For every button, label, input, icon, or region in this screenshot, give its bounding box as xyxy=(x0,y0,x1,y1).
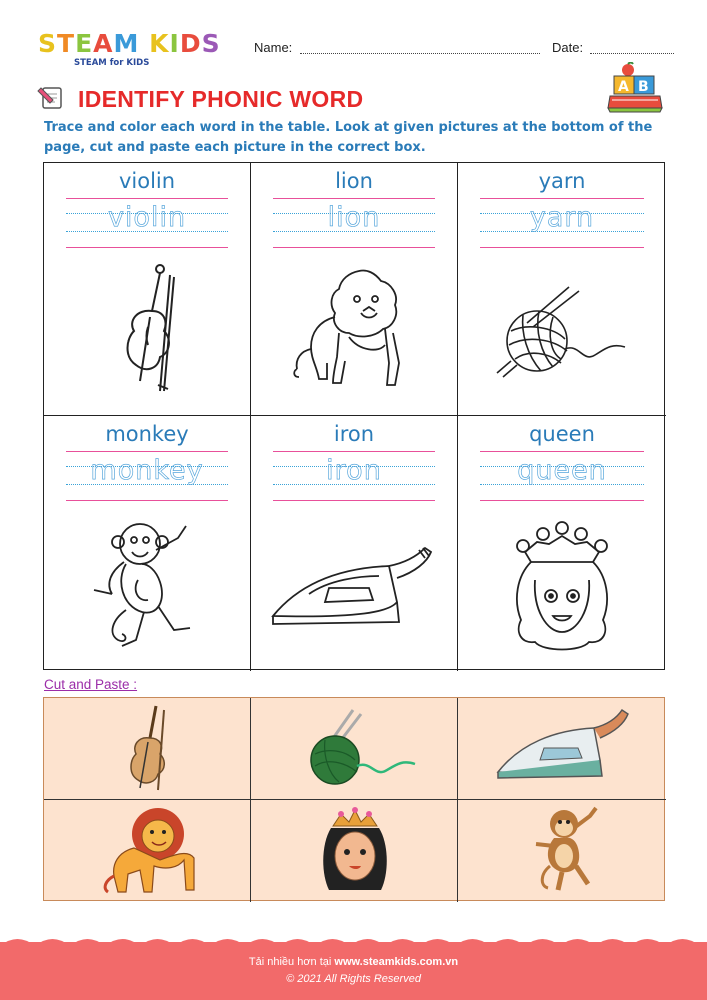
logo-letter: A xyxy=(93,29,114,58)
lion-icon xyxy=(289,267,419,397)
logo-letter: K xyxy=(149,29,170,58)
footer-wave xyxy=(0,932,707,946)
yarn-ball-icon xyxy=(487,283,637,383)
logo-letter: D xyxy=(179,29,202,58)
guide-line xyxy=(273,451,435,452)
footer-site-link[interactable]: www.steamkids.com.vn xyxy=(334,956,459,968)
word-cell-yarn xyxy=(458,163,666,416)
guide-line xyxy=(66,451,228,452)
guide-line xyxy=(480,247,644,248)
logo-letter: M xyxy=(113,29,140,58)
name-date-fields xyxy=(254,40,674,58)
abc-book-icon xyxy=(606,62,664,114)
footer xyxy=(0,942,707,1000)
logo-text xyxy=(38,30,221,58)
pencil-paper-icon xyxy=(37,84,65,112)
logo-letter: S xyxy=(38,29,58,58)
violin-icon xyxy=(120,702,176,796)
word-label: lion xyxy=(335,169,373,193)
iron-icon xyxy=(494,708,634,788)
word-label: iron xyxy=(333,422,375,446)
cutout-iron[interactable] xyxy=(458,698,666,800)
trace-word[interactable]: monkey xyxy=(90,455,204,486)
logo-letter xyxy=(139,29,149,58)
guide-line xyxy=(480,500,644,501)
cutout-queen[interactable] xyxy=(251,800,458,902)
logo-subtitle: STEAM for KIDS xyxy=(74,58,150,68)
cut-and-paste-label: Cut and Paste : xyxy=(44,677,138,692)
date-label: Date: xyxy=(552,40,584,55)
word-label: violin xyxy=(118,169,176,193)
name-label: Name: xyxy=(254,40,293,55)
iron-icon xyxy=(269,544,439,634)
word-cell-violin xyxy=(44,163,251,416)
guide-line xyxy=(66,198,228,199)
svg-text:A: A xyxy=(618,79,629,95)
word-cell-queen xyxy=(458,416,666,671)
date-field[interactable] xyxy=(590,53,674,54)
trace-word[interactable]: yarn xyxy=(529,202,595,233)
logo-letter: E xyxy=(75,29,94,58)
worksheet-title: IDENTIFY PHONIC WORD xyxy=(78,86,364,112)
trace-word[interactable]: iron xyxy=(326,455,382,486)
steam-kids-logo xyxy=(38,30,238,74)
queen-icon xyxy=(319,804,391,898)
guide-line xyxy=(273,500,435,501)
trace-word[interactable]: lion xyxy=(327,202,381,233)
svg-text:B: B xyxy=(638,79,649,95)
guide-line xyxy=(480,198,644,199)
lion-icon xyxy=(100,804,200,898)
cutout-monkey[interactable] xyxy=(458,800,666,902)
word-cell-lion xyxy=(251,163,458,416)
monkey-icon xyxy=(526,806,606,896)
guide-line xyxy=(273,198,435,199)
footer-more-text: Tải nhiều hơn tại xyxy=(248,956,332,968)
footer-copyright: © 2021 All Rights Reserved xyxy=(286,973,421,985)
trace-word[interactable]: queen xyxy=(517,455,607,486)
cutout-yarn[interactable] xyxy=(251,698,458,800)
yarn-ball-icon xyxy=(295,704,425,794)
guide-line xyxy=(480,451,644,452)
violin-icon xyxy=(102,261,192,401)
name-field[interactable] xyxy=(300,53,540,54)
footer-website xyxy=(0,956,707,968)
guide-line xyxy=(273,247,435,248)
word-label: yarn xyxy=(538,169,586,193)
logo-letter: S xyxy=(201,29,221,58)
trace-word[interactable]: violin xyxy=(107,202,187,233)
guide-line xyxy=(66,500,228,501)
word-grid xyxy=(43,162,665,670)
word-label: monkey xyxy=(105,422,189,446)
cutout-lion[interactable] xyxy=(44,800,251,902)
cutout-violin[interactable] xyxy=(44,698,251,800)
guide-line xyxy=(66,247,228,248)
word-cell-monkey xyxy=(44,416,251,671)
logo-letter: I xyxy=(169,29,180,58)
queen-icon xyxy=(507,520,617,660)
word-cell-iron xyxy=(251,416,458,671)
monkey-icon xyxy=(82,520,212,660)
instructions-text: Trace and color each word in the table. Look at given pictures at the bottom of the page, cut and paste each picture in the correct box. xyxy=(44,120,653,155)
logo-letter: T xyxy=(57,29,76,58)
word-label: queen xyxy=(529,422,595,446)
cut-and-paste-grid xyxy=(43,697,665,901)
